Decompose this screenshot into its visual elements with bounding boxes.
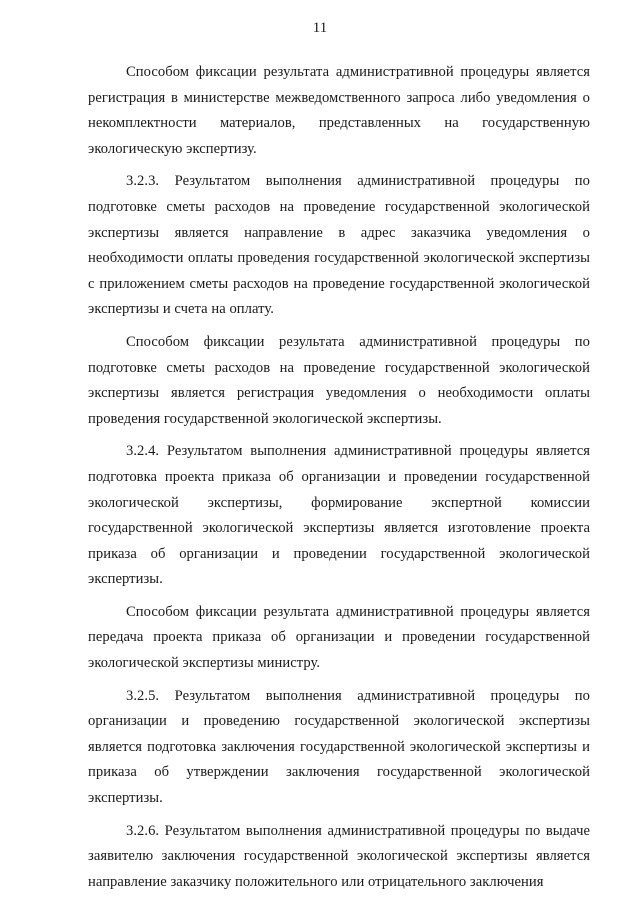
paragraph-3-2-5: 3.2.5. Результатом выполнения административной процедуры по организации и проведению государственной экологической экспертизы является подготовка заключения государственной экологической экспертизы и приказа об утверждении заключения государственной экологической экспертизы. [88, 687, 590, 807]
paragraph-3-2-4: 3.2.4. Результатом выполнения административной процедуры является подготовка проекта приказа об организации и проведении государственной экологической экспертизы, формирование экспертной комиссии государственной экологической экспертизы является изготовление проекта приказа об организации и проведении государственной экологической экспертизы. [88, 443, 590, 588]
document-body [88, 60, 590, 902]
page-number: 11 [312, 20, 328, 36]
paragraph-3-2-3: 3.2.3. Результатом выполнения административной процедуры по подготовке сметы расходов на проведение государственной экологической экспертизы является направление в адрес заказчика уведомления о необходимости оплаты проведения государственной экологической экспертизы с приложением сметы расходов на проведение государственной экологической экспертизы и счета на оплату. [88, 173, 590, 318]
paragraph-fixation-order-transfer: Способом фиксации результата административной процедуры является передача проекта приказа об организации и проведении государственной экологической экспертизы министру. [88, 603, 590, 672]
paragraph-3-2-6: 3.2.6. Результатом выполнения административной процедуры по выдаче заявителю заключения государственной экологической экспертизы является направление заказчику положительного или отрицательного заключения [88, 822, 590, 890]
paragraph-fixation-registration: Способом фиксации результата административной процедуры является регистрация в министерстве межведомственного запроса либо уведомления о некомплектности материалов, представленных на государственную экологическую экспертизу. [88, 64, 590, 157]
paragraph-fixation-payment-notice: Способом фиксации результата административной процедуры по подготовке сметы расходов на проведение государственной экологической экспертизы является регистрация уведомления о необходимости оплаты проведения государственной экологической экспертизы. [88, 333, 590, 427]
